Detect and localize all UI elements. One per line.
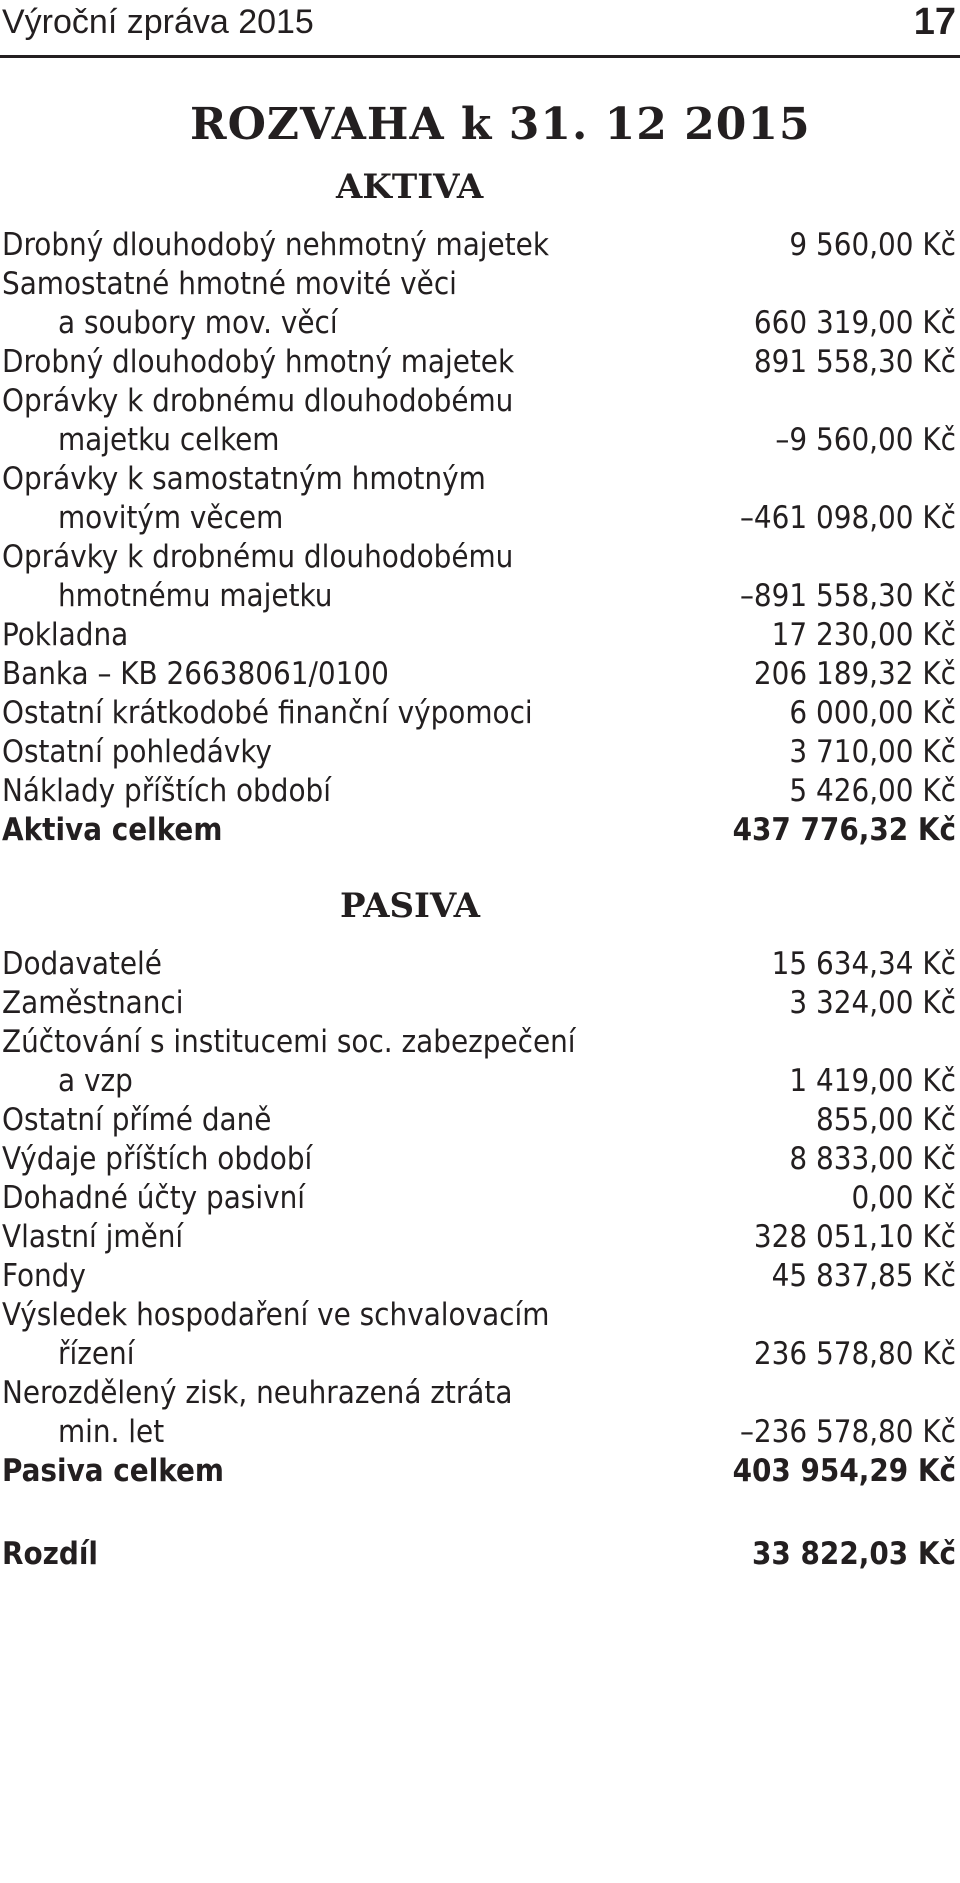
row-label: Nerozdělený zisk, neuhrazená ztráta — [2, 1375, 513, 1411]
pasiva-total-row — [0, 1448, 960, 1494]
report-title: Výroční zpráva 2015 — [2, 3, 314, 41]
difference-amount: 33 822,03 Kč — [752, 1536, 956, 1572]
row-amount: 3 710,00 Kč — [789, 734, 956, 770]
aktiva-total-amount: 437 776,32 Kč — [732, 812, 956, 848]
row-label: Výsledek hospodaření ve schvalovacím — [2, 1297, 550, 1333]
row-amount: 5 426,00 Kč — [789, 773, 956, 809]
row-label: řízení — [58, 1336, 135, 1372]
row-label: Zaměstnanci — [2, 985, 184, 1021]
row-label: Oprávky k drobnému dlouhodobému — [2, 539, 514, 575]
row-label: Vlastní jmění — [2, 1219, 184, 1255]
row-amount: 8 833,00 Kč — [789, 1141, 956, 1177]
pasiva-total-amount: 403 954,29 Kč — [732, 1453, 956, 1489]
aktiva-total-row — [0, 807, 960, 853]
row-label: hmotnému majetku — [58, 578, 333, 614]
pasiva-total-label: Pasiva celkem — [2, 1453, 224, 1489]
row-amount: –236 578,80 Kč — [739, 1414, 956, 1450]
row-amount: 9 560,00 Kč — [789, 227, 956, 263]
row-amount: 891 558,30 Kč — [753, 344, 956, 380]
row-amount: 206 189,32 Kč — [753, 656, 956, 692]
row-amount: 660 319,00 Kč — [753, 305, 956, 341]
row-label: Dodavatelé — [2, 946, 162, 982]
row-label: Drobný dlouhodobý hmotný majetek — [2, 344, 515, 380]
row-label: Zúčtování s institucemi soc. zabezpečení — [2, 1024, 576, 1060]
aktiva-total-label: Aktiva celkem — [2, 812, 223, 848]
balance-sheet-title: ROZVAHA k 31. 12 2015 — [190, 99, 811, 150]
row-amount: 3 324,00 Kč — [789, 985, 956, 1021]
row-label: Oprávky k drobnému dlouhodobému — [2, 383, 514, 419]
row-label: min. let — [58, 1414, 165, 1450]
row-label: Fondy — [2, 1258, 86, 1294]
difference-row — [0, 1531, 960, 1577]
row-amount: –891 558,30 Kč — [739, 578, 956, 614]
row-amount: 0,00 Kč — [851, 1180, 956, 1216]
row-amount: 15 634,34 Kč — [771, 946, 956, 982]
row-label: Ostatní přímé daně — [2, 1102, 272, 1138]
row-label: majetku celkem — [58, 422, 280, 458]
row-amount: 328 051,10 Kč — [753, 1219, 956, 1255]
row-label: Ostatní krátkodobé finanční výpomoci — [2, 695, 533, 731]
row-amount: 45 837,85 Kč — [771, 1258, 956, 1294]
row-label: Pokladna — [2, 617, 129, 653]
row-amount: 236 578,80 Kč — [753, 1336, 956, 1372]
difference-label: Rozdíl — [2, 1536, 98, 1572]
page-header — [0, 0, 960, 58]
page-number: 17 — [913, 1, 956, 43]
row-label: Ostatní pohledávky — [2, 734, 272, 770]
row-label: Drobný dlouhodobý nehmotný majetek — [2, 227, 549, 263]
aktiva-heading: AKTIVA — [336, 167, 484, 207]
row-label: Banka – KB 26638061/0100 — [2, 656, 389, 692]
pasiva-heading: PASIVA — [340, 886, 481, 926]
row-label: a soubory mov. věcí — [58, 305, 338, 341]
row-amount: 17 230,00 Kč — [771, 617, 956, 653]
row-label: Oprávky k samostatným hmotným — [2, 461, 486, 497]
row-amount: 855,00 Kč — [815, 1102, 956, 1138]
row-label: Dohadné účty pasivní — [2, 1180, 306, 1216]
row-amount: –9 560,00 Kč — [775, 422, 956, 458]
row-label: Výdaje příštích období — [2, 1141, 313, 1177]
row-amount: –461 098,00 Kč — [739, 500, 956, 536]
row-amount: 6 000,00 Kč — [789, 695, 956, 731]
row-amount: 1 419,00 Kč — [789, 1063, 956, 1099]
row-label: Náklady příštích období — [2, 773, 331, 809]
row-label: a vzp — [58, 1063, 133, 1099]
row-label: movitým věcem — [58, 500, 284, 536]
row-label: Samostatné hmotné movité věci — [2, 266, 457, 302]
